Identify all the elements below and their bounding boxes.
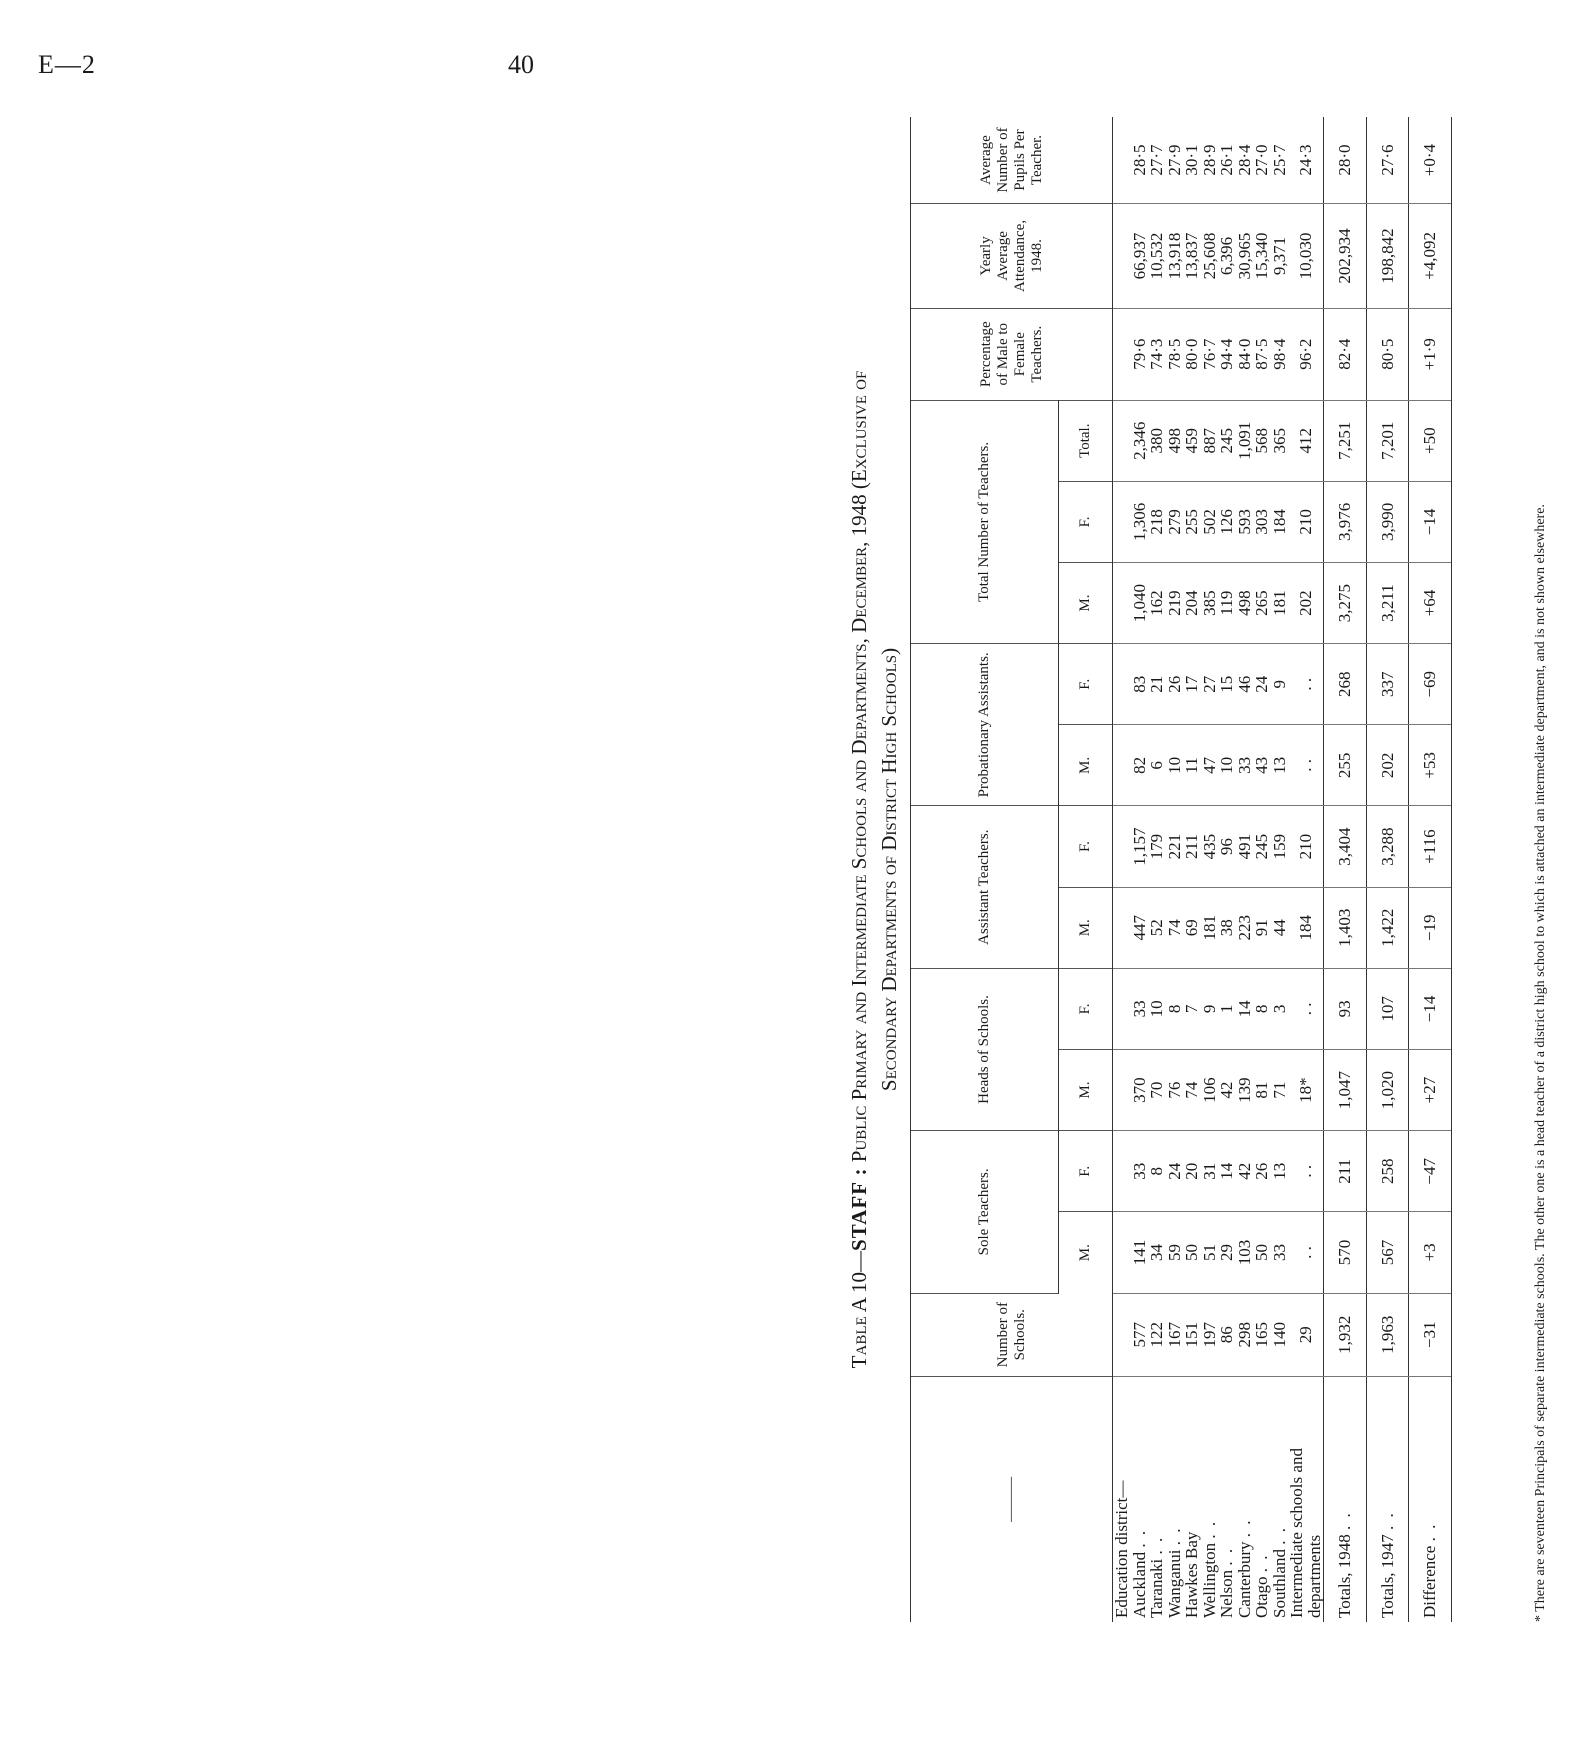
cell-prob-m: 13 [1271, 725, 1289, 806]
cell-tot: 7,201 [1366, 400, 1409, 481]
cell-asst-m: 74 [1166, 887, 1184, 968]
cell-tot-f: 255 [1183, 481, 1201, 562]
cell-tot: 498 [1166, 400, 1184, 481]
row-label [1236, 1376, 1254, 1622]
cell-tot: 412 [1288, 400, 1324, 481]
cell-sole-m: 50 [1253, 1212, 1271, 1293]
row-label-dots: . . [1269, 1526, 1289, 1545]
cell-avg: 25·7 [1271, 117, 1289, 204]
cell-head-f: −14 [1409, 968, 1452, 1049]
cell-schools: 151 [1183, 1293, 1201, 1376]
cell-pct: 84·0 [1236, 308, 1254, 400]
cell-sole-f: 24 [1166, 1131, 1184, 1212]
cell-tot-m: 219 [1166, 562, 1184, 643]
staff-table [910, 117, 1452, 1622]
cell-sole-f: 8 [1148, 1131, 1166, 1212]
cell-head-f: 8 [1253, 968, 1271, 1049]
header-sole-m: M. [1059, 1212, 1113, 1293]
cell-prob-m: 47 [1201, 725, 1219, 806]
page-code: E—2 [38, 50, 96, 79]
row-label [1324, 1376, 1367, 1622]
cell-sole-f: 26 [1253, 1131, 1271, 1212]
cell-tot-m: 3,211 [1366, 562, 1409, 643]
cell-sole-f: 31 [1201, 1131, 1219, 1212]
cell-prob-m: 43 [1253, 725, 1271, 806]
row-label-text: Difference [1420, 1545, 1439, 1618]
cell-pct: 98·4 [1271, 308, 1289, 400]
rotated-table-panel [844, 117, 1579, 1622]
cell-asst-m: −19 [1409, 887, 1452, 968]
row-label-dots: . . [1129, 1528, 1149, 1548]
title-line2: Secondary Departments of District High Schools) [877, 647, 901, 1092]
cell-asst-f: +116 [1409, 806, 1452, 887]
cell-asst-m: 181 [1201, 887, 1219, 968]
cell-tot: 1,091 [1236, 400, 1254, 481]
cell-sole-f: . . [1288, 1131, 1324, 1212]
cell-prob-f: 15 [1218, 644, 1236, 725]
cell-sole-f: 14 [1218, 1131, 1236, 1212]
row-label [1148, 1376, 1166, 1622]
cell-prob-f: 337 [1366, 644, 1409, 725]
cell-tot: 459 [1183, 400, 1201, 481]
cell-prob-m: 11 [1183, 725, 1201, 806]
header-heads-m: M. [1059, 1050, 1113, 1131]
cell-head-m: 106 [1201, 1050, 1219, 1131]
cell-schools: 86 [1218, 1293, 1236, 1376]
page-number: 40 [508, 50, 534, 79]
cell-prob-m: 33 [1236, 725, 1254, 806]
cell-sole-m: . . [1288, 1212, 1324, 1293]
cell-asst-f: 179 [1148, 806, 1166, 887]
cell-att: 66,937 [1131, 204, 1149, 309]
cell-prob-f: 83 [1131, 644, 1149, 725]
row-label [1253, 1376, 1271, 1622]
cell-pct: 80·0 [1183, 308, 1201, 400]
cell-avg: 28·5 [1131, 117, 1149, 204]
row-label [1288, 1376, 1324, 1622]
totals-row [1366, 117, 1409, 1622]
cell-asst-m: 38 [1218, 887, 1236, 968]
row-label [1131, 1376, 1149, 1622]
cell-asst-f: 245 [1253, 806, 1271, 887]
header-sole-f: F. [1059, 1131, 1113, 1212]
cell-asst-m: 1,422 [1366, 887, 1409, 968]
cell-tot-f: 210 [1288, 481, 1324, 562]
cell-asst-m: 52 [1148, 887, 1166, 968]
table-row [1148, 117, 1166, 1622]
cell-tot-m: 204 [1183, 562, 1201, 643]
row-label [1218, 1376, 1236, 1622]
cell-avg: 28·4 [1236, 117, 1254, 204]
cell-asst-m: 223 [1236, 887, 1254, 968]
cell-prob-m: 10 [1218, 725, 1236, 806]
cell-avg: 30·1 [1183, 117, 1201, 204]
cell-schools: 140 [1271, 1293, 1289, 1376]
cell-head-f: 9 [1201, 968, 1219, 1049]
cell-pct: 76·7 [1201, 308, 1219, 400]
cell-pct: +1·9 [1409, 308, 1452, 400]
header-total-m: M. [1059, 562, 1113, 643]
row-label-text: Wellington [1199, 1542, 1219, 1618]
cell-avg: 28·0 [1324, 117, 1367, 204]
cell-prob-f: −69 [1409, 644, 1452, 725]
title-line1: Public Primary and Intermediate Schools and Departments, December, 1948 (Exclusive of [847, 370, 871, 1163]
row-label-text: Totals, 1948 [1335, 1534, 1354, 1618]
row-label [1271, 1376, 1289, 1622]
cell-avg: 27·9 [1166, 117, 1184, 204]
cell-tot-m: +64 [1409, 562, 1452, 643]
cell-tot: 7,251 [1324, 400, 1367, 481]
cell-prob-m: 255 [1324, 725, 1367, 806]
header-assistant-m: M. [1059, 887, 1113, 968]
cell-head-f: 10 [1148, 968, 1166, 1049]
cell-prob-m: +53 [1409, 725, 1452, 806]
row-label-text: Southland [1269, 1549, 1289, 1618]
table-title [844, 117, 904, 1622]
header-probationary-f: F. [1059, 644, 1113, 725]
cell-head-f: 107 [1366, 968, 1409, 1049]
row-label-dots: . . [1377, 1511, 1397, 1530]
cell-tot-f: 218 [1148, 481, 1166, 562]
cell-sole-f: 13 [1271, 1131, 1289, 1212]
cell-sole-m: 103 [1236, 1212, 1254, 1293]
cell-att: 13,837 [1183, 204, 1201, 309]
cell-tot-f: 3,976 [1324, 481, 1367, 562]
cell-tot-f: 3,990 [1366, 481, 1409, 562]
totals-row [1409, 117, 1452, 1622]
cell-head-f: 33 [1131, 968, 1149, 1049]
cell-tot-m: 202 [1288, 562, 1324, 643]
cell-prob-m: 6 [1148, 725, 1166, 806]
cell-sole-f: 42 [1236, 1131, 1254, 1212]
cell-avg: 27·7 [1148, 117, 1166, 204]
cell-avg: 24·3 [1288, 117, 1324, 204]
cell-head-f: . . [1288, 968, 1324, 1049]
table-row [1218, 117, 1236, 1622]
cell-head-m: 1,020 [1366, 1050, 1409, 1131]
cell-head-m: 370 [1131, 1050, 1149, 1131]
row-label [1366, 1376, 1409, 1622]
cell-schools: 577 [1131, 1293, 1149, 1376]
row-label-text: Otago [1252, 1576, 1271, 1618]
cell-sole-m: 33 [1271, 1212, 1289, 1293]
cell-head-m: 18* [1288, 1050, 1324, 1131]
row-label-text: Hawkes Bay [1182, 1531, 1201, 1618]
header-schools: Number of Schools. [911, 1293, 1113, 1376]
table-row [1166, 117, 1184, 1622]
cell-sole-m: 59 [1166, 1212, 1184, 1293]
cell-head-m: 139 [1236, 1050, 1254, 1131]
cell-schools: 1,963 [1366, 1293, 1409, 1376]
cell-prob-f: 27 [1201, 644, 1219, 725]
cell-asst-m: 91 [1253, 887, 1271, 968]
cell-sole-f: −47 [1409, 1131, 1452, 1212]
row-label [1201, 1376, 1219, 1622]
cell-schools: 197 [1201, 1293, 1219, 1376]
cell-asst-f: 435 [1201, 806, 1219, 887]
cell-head-f: 93 [1324, 968, 1367, 1049]
header-blank: ——— [911, 1376, 1113, 1622]
cell-head-m: 1,047 [1324, 1050, 1367, 1131]
cell-schools: 122 [1148, 1293, 1166, 1376]
cell-att: 10,030 [1288, 204, 1324, 309]
row-label-text: Taranaki [1147, 1558, 1166, 1618]
cell-asst-f: 159 [1271, 806, 1289, 887]
cell-asst-m: 44 [1271, 887, 1289, 968]
cell-sole-f: 258 [1366, 1131, 1409, 1212]
cell-att: 25,608 [1201, 204, 1219, 309]
cell-prob-f: 46 [1236, 644, 1254, 725]
row-label-dots: . . [1217, 1546, 1236, 1566]
cell-prob-f: . . [1288, 644, 1324, 725]
cell-head-f: 7 [1183, 968, 1201, 1049]
cell-tot: 365 [1271, 400, 1289, 481]
cell-pct: 94·4 [1218, 308, 1236, 400]
row-label-dots: . . [1335, 1511, 1354, 1530]
cell-sole-f: 20 [1183, 1131, 1201, 1212]
row-label-dots: . . [1199, 1519, 1219, 1539]
header-probationary-m: M. [1059, 725, 1113, 806]
cell-tot: 568 [1253, 400, 1271, 481]
cell-att: 9,371 [1271, 204, 1289, 309]
cell-pct: 82·4 [1324, 308, 1367, 400]
row-label [1409, 1376, 1452, 1622]
cell-tot: 380 [1148, 400, 1166, 481]
row-label-text: Wanganui [1164, 1549, 1184, 1618]
header-attendance: Yearly Average Attendance, 1948. [911, 204, 1113, 309]
cell-prob-f: 9 [1271, 644, 1289, 725]
cell-tot-m: 119 [1218, 562, 1236, 643]
table-row [1253, 117, 1271, 1622]
header-total-f: F. [1059, 481, 1113, 562]
cell-att: 13,918 [1166, 204, 1184, 309]
cell-tot-m: 498 [1236, 562, 1254, 643]
group-row [1113, 117, 1131, 1622]
totals-row [1324, 117, 1367, 1622]
cell-avg: 28·9 [1201, 117, 1219, 204]
header-heads-f: F. [1059, 968, 1113, 1049]
cell-pct: 80·5 [1366, 308, 1409, 400]
cell-schools: 298 [1236, 1293, 1254, 1376]
cell-att: 10,532 [1148, 204, 1166, 309]
title-bold: STAFF : [847, 1167, 871, 1251]
header-percentage: Percentage of Male to Female Teachers. [911, 308, 1113, 400]
table-row [1236, 117, 1254, 1622]
cell-tot-f: 303 [1253, 481, 1271, 562]
cell-sole-m: 141 [1131, 1212, 1149, 1293]
cell-tot-m: 385 [1201, 562, 1219, 643]
cell-tot-m: 1,040 [1131, 562, 1149, 643]
footnote: * There are seventeen Principals of separate intermediate schools. The other one is a head teacher of a district high school to which is attached an intermediate department, and is not shown elsewhere. [1533, 504, 1548, 1622]
cell-head-m: 42 [1218, 1050, 1236, 1131]
cell-tot-f: 593 [1236, 481, 1254, 562]
row-label-dots: . . [1234, 1518, 1254, 1538]
cell-tot-f: 1,306 [1131, 481, 1149, 562]
cell-asst-f: 96 [1218, 806, 1236, 887]
cell-head-m: 76 [1166, 1050, 1184, 1131]
cell-pct: 79·6 [1131, 308, 1149, 400]
cell-head-m: +27 [1409, 1050, 1452, 1131]
cell-asst-f: 3,288 [1366, 806, 1409, 887]
cell-head-m: 71 [1271, 1050, 1289, 1131]
header-total-total: Total. [1059, 400, 1113, 481]
cell-tot-m: 162 [1148, 562, 1166, 643]
row-label-text: Nelson [1217, 1569, 1236, 1618]
cell-avg: 27·6 [1366, 117, 1409, 204]
cell-sole-m: 51 [1201, 1212, 1219, 1293]
cell-asst-f: 3,404 [1324, 806, 1367, 887]
cell-asst-f: 491 [1236, 806, 1254, 887]
cell-prob-f: 21 [1148, 644, 1166, 725]
header-assistant: Assistant Teachers. [911, 806, 1059, 968]
row-label-text: Intermediate schools and departments [1287, 1448, 1324, 1618]
cell-prob-m: 202 [1366, 725, 1409, 806]
cell-att: 15,340 [1253, 204, 1271, 309]
cell-att: 202,934 [1324, 204, 1367, 309]
cell-asst-m: 184 [1288, 887, 1324, 968]
header-total-teachers: Total Number of Teachers. [911, 400, 1059, 644]
header-heads: Heads of Schools. [911, 968, 1059, 1130]
cell-sole-m: +3 [1409, 1212, 1452, 1293]
cell-tot: +50 [1409, 400, 1452, 481]
cell-sole-m: 34 [1148, 1212, 1166, 1293]
cell-tot: 887 [1201, 400, 1219, 481]
cell-asst-m: 447 [1131, 887, 1149, 968]
header-assistant-f: F. [1059, 806, 1113, 887]
cell-sole-f: 33 [1131, 1131, 1149, 1212]
cell-prob-f: 268 [1324, 644, 1367, 725]
cell-head-f: 14 [1236, 968, 1254, 1049]
cell-schools: 1,932 [1324, 1293, 1367, 1376]
cell-head-m: 81 [1253, 1050, 1271, 1131]
cell-tot: 2,346 [1131, 400, 1149, 481]
table-row [1288, 117, 1324, 1622]
cell-tot-f: 184 [1271, 481, 1289, 562]
cell-tot-f: 126 [1218, 481, 1236, 562]
cell-pct: 74·3 [1148, 308, 1166, 400]
row-label-dots: . . [1252, 1553, 1271, 1573]
cell-pct: 96·2 [1288, 308, 1324, 400]
cell-tot-f: 502 [1201, 481, 1219, 562]
row-label-dots: . . [1420, 1522, 1439, 1542]
cell-schools: −31 [1409, 1293, 1452, 1376]
cell-head-m: 74 [1183, 1050, 1201, 1131]
table-row [1183, 117, 1201, 1622]
cell-att: 30,965 [1236, 204, 1254, 309]
row-label-dots: . . [1164, 1526, 1184, 1546]
cell-sole-m: 567 [1366, 1212, 1409, 1293]
header-sole: Sole Teachers. [911, 1131, 1059, 1293]
title-prefix: Table A 10— [847, 1250, 871, 1369]
table-row [1131, 117, 1149, 1622]
cell-avg: 27·0 [1253, 117, 1271, 204]
cell-asst-m: 1,403 [1324, 887, 1367, 968]
cell-att: +4,092 [1409, 204, 1452, 309]
cell-prob-f: 26 [1166, 644, 1184, 725]
cell-prob-m: 10 [1166, 725, 1184, 806]
cell-avg: 26·1 [1218, 117, 1236, 204]
cell-avg: +0·4 [1409, 117, 1452, 204]
cell-tot-m: 181 [1271, 562, 1289, 643]
row-label-text: Auckland [1129, 1551, 1149, 1618]
cell-tot-f: −14 [1409, 481, 1452, 562]
cell-asst-f: 210 [1288, 806, 1324, 887]
cell-asst-f: 1,157 [1131, 806, 1149, 887]
row-label [1166, 1376, 1184, 1622]
cell-pct: 78·5 [1166, 308, 1184, 400]
cell-schools: 165 [1253, 1293, 1271, 1376]
row-label [1183, 1376, 1201, 1622]
cell-att: 6,396 [1218, 204, 1236, 309]
cell-schools: 29 [1288, 1293, 1324, 1376]
cell-att: 198,842 [1366, 204, 1409, 309]
group-label: Education district— [1112, 1480, 1131, 1618]
cell-prob-m: 82 [1131, 725, 1149, 806]
cell-head-m: 70 [1148, 1050, 1166, 1131]
cell-tot-f: 279 [1166, 481, 1184, 562]
table-row [1201, 117, 1219, 1622]
cell-tot-m: 265 [1253, 562, 1271, 643]
cell-schools: 167 [1166, 1293, 1184, 1376]
cell-prob-m: . . [1288, 725, 1324, 806]
cell-prob-f: 17 [1183, 644, 1201, 725]
cell-tot-m: 3,275 [1324, 562, 1367, 643]
cell-head-f: 3 [1271, 968, 1289, 1049]
cell-prob-f: 24 [1253, 644, 1271, 725]
cell-sole-m: 570 [1324, 1212, 1367, 1293]
row-label-dots: . . [1147, 1535, 1166, 1555]
cell-asst-f: 221 [1166, 806, 1184, 887]
cell-asst-f: 211 [1183, 806, 1201, 887]
cell-pct: 87·5 [1253, 308, 1271, 400]
table-row [1271, 117, 1289, 1622]
header-probationary: Probationary Assistants. [911, 644, 1059, 806]
cell-sole-m: 50 [1183, 1212, 1201, 1293]
cell-head-f: 8 [1166, 968, 1184, 1049]
row-label-text: Totals, 1947 [1377, 1534, 1397, 1618]
cell-sole-f: 211 [1324, 1131, 1367, 1212]
cell-asst-m: 69 [1183, 887, 1201, 968]
row-label-text: Canterbury [1234, 1541, 1254, 1618]
cell-head-f: 1 [1218, 968, 1236, 1049]
cell-tot: 245 [1218, 400, 1236, 481]
header-avg-pupils: Average Number of Pupils Per Teacher. [911, 117, 1113, 204]
cell-sole-m: 29 [1218, 1212, 1236, 1293]
